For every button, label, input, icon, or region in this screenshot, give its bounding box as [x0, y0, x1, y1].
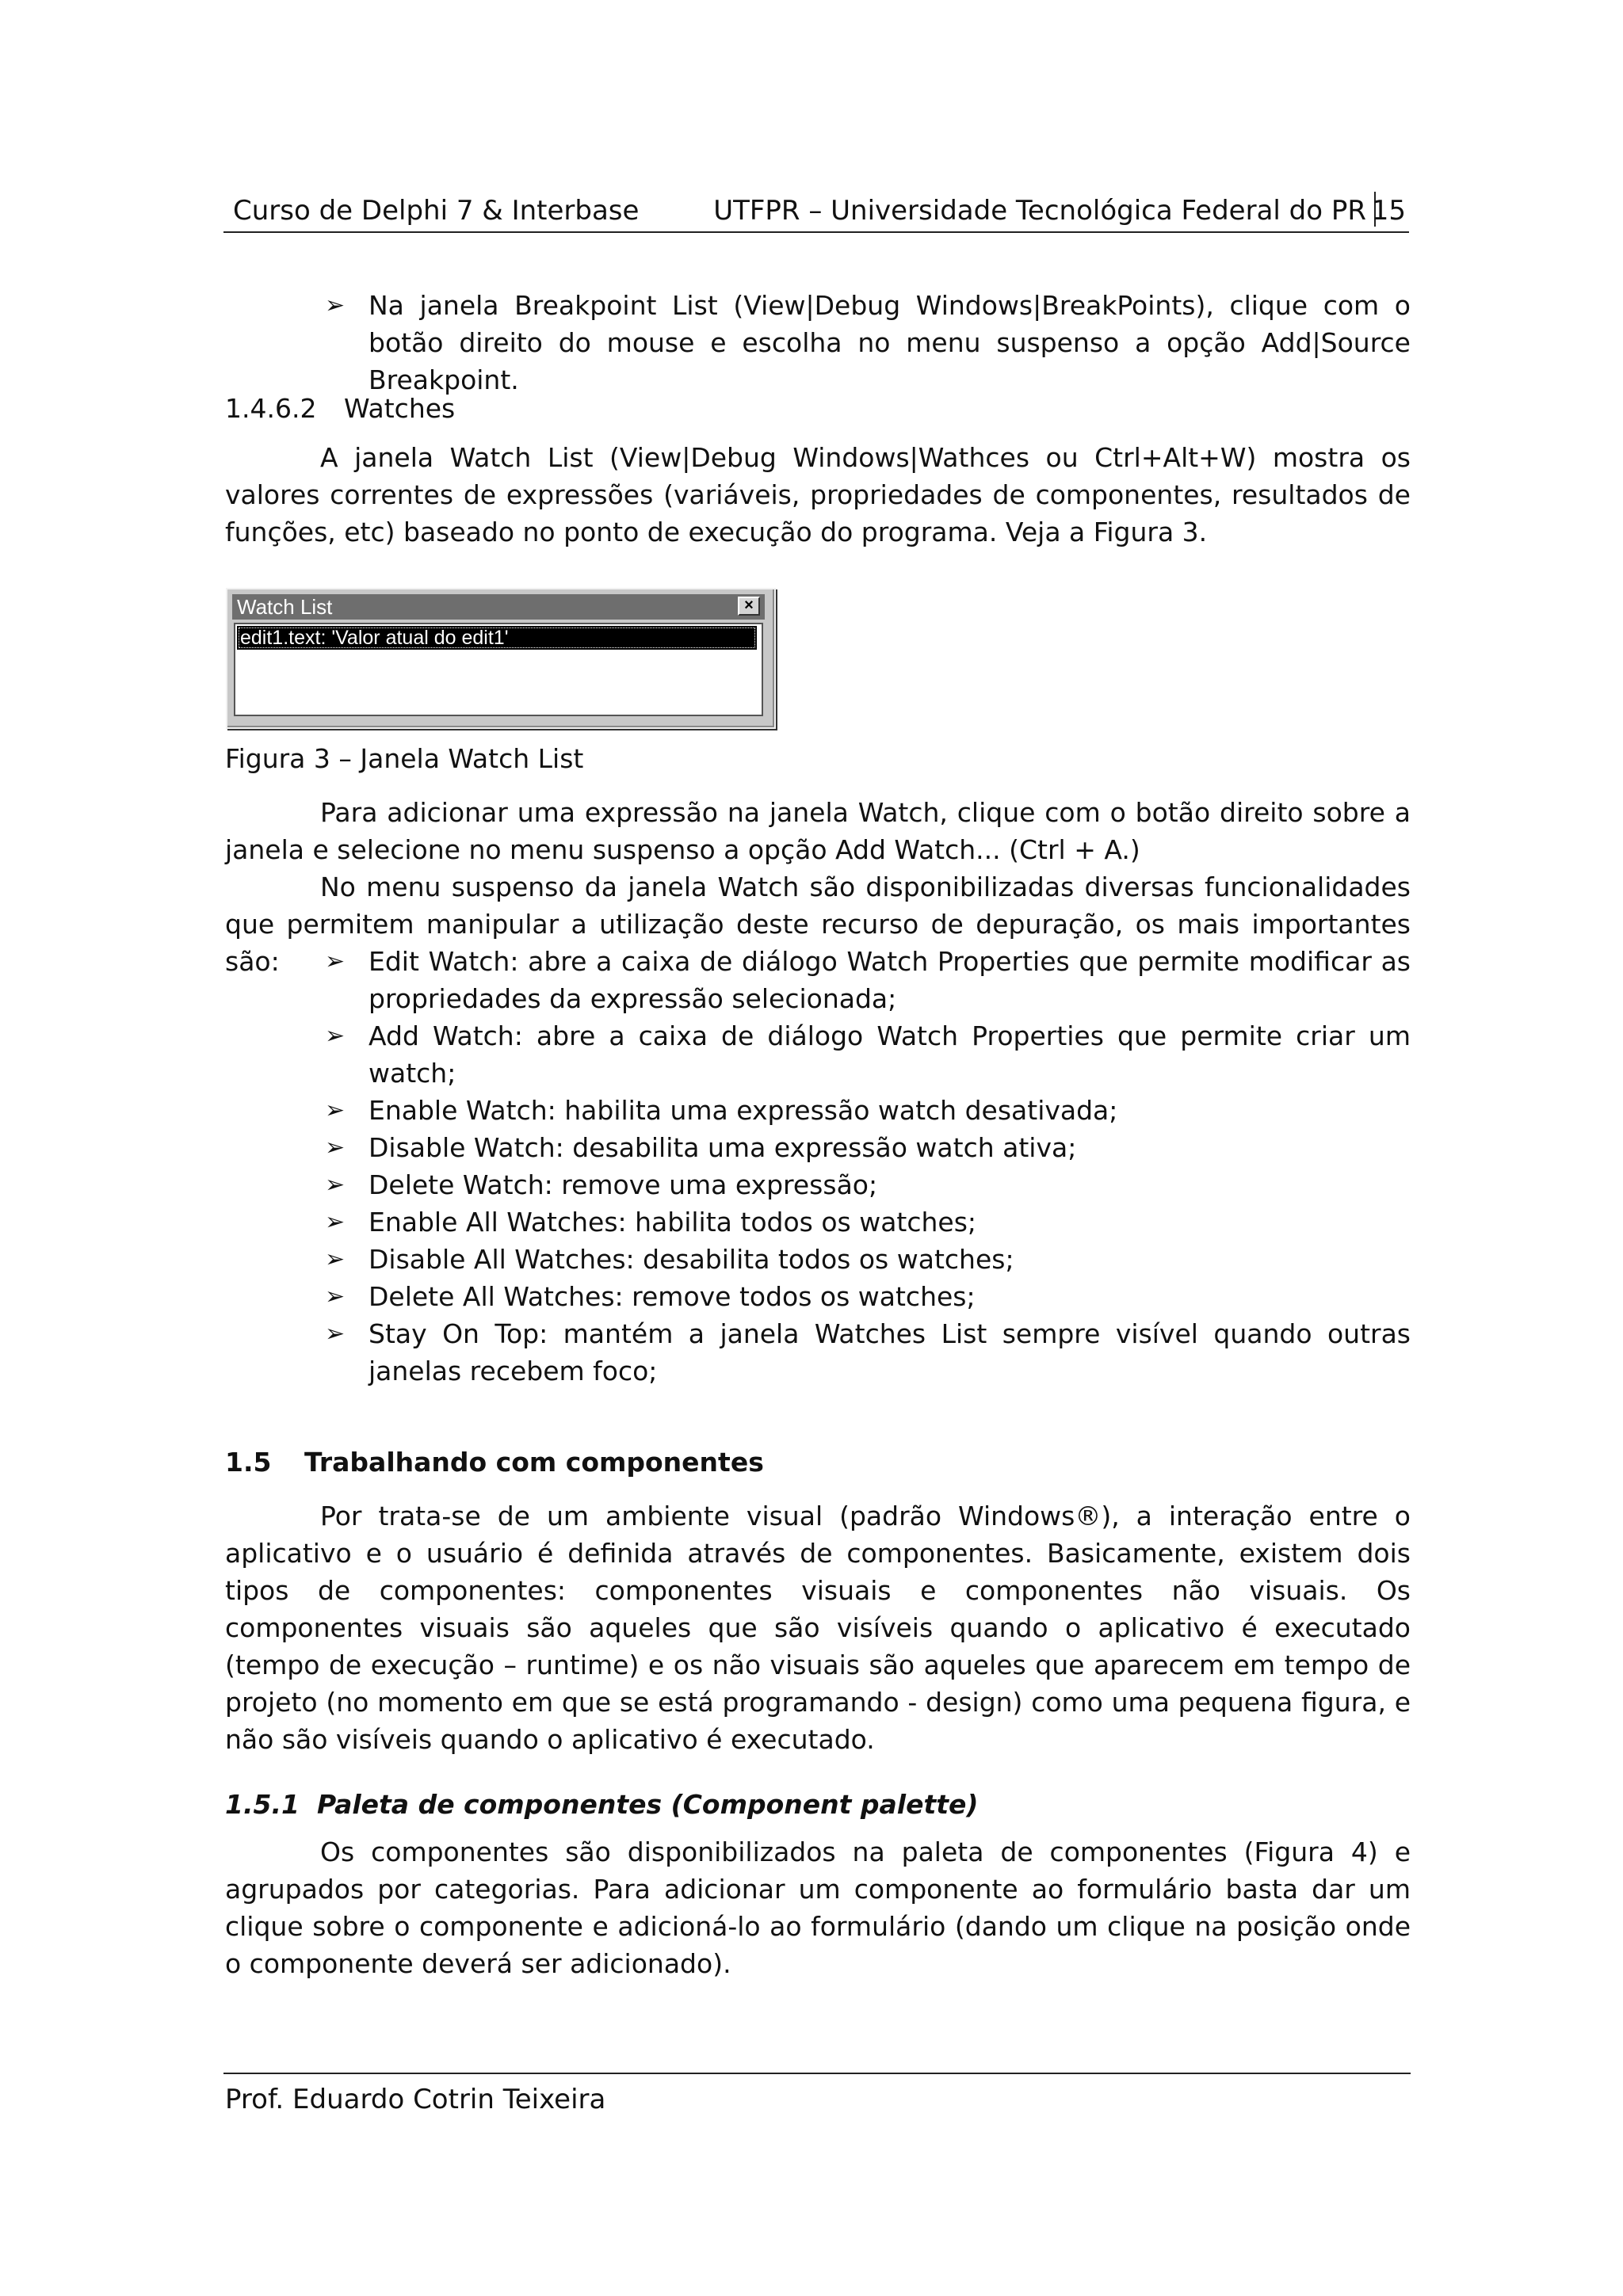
bullet-text: Add Watch: abre a caixa de diálogo Watch Properties que permite criar um watch;	[369, 1020, 1411, 1089]
list-item	[325, 1166, 1411, 1203]
list-item	[325, 1017, 1411, 1092]
list-item	[325, 1241, 1411, 1278]
bullet-text: Delete All Watches: remove todos os watches;	[369, 1281, 976, 1312]
components-paragraph: Por trata-se de um ambiente visual (padrão Windows®), a interação entre o aplicativo e o usuário é definida através de componentes. Basicamente, existem dois tipos de componentes: componentes visuais e componentes não visuais. Os componentes visuais são aqueles que são visíveis quando o aplicativo é executado (tempo de execução – runtime) e os não visuais são aqueles que aparecem em tempo de projeto (no momento em que se está programando - design) como uma pequena figura, e não são visíveis quando o aplicativo é executado.	[225, 1501, 1411, 1755]
bullet-text: Disable All Watches: desabilita todos os watches;	[369, 1244, 1014, 1275]
arrow-bullet-icon: ➢	[325, 1208, 346, 1236]
arrow-bullet-icon: ➢	[325, 948, 346, 975]
watches-paragraph: A janela Watch List (View|Debug Windows|Wathces ou Ctrl+Alt+W) mostra os valores correntes de expressões (variáveis, propriedades de componentes, resultados de funções, etc) baseado no ponto de execução do programa. Veja a Figura 3.	[225, 442, 1411, 547]
list-item	[325, 943, 1411, 1017]
arrow-bullet-icon: ➢	[325, 1245, 346, 1273]
arrow-bullet-icon: ➢	[325, 1283, 346, 1310]
bullet-text: Enable All Watches: habilita todos os watches;	[369, 1207, 977, 1238]
page-header	[223, 195, 1409, 233]
arrow-bullet-icon: ➢	[325, 1022, 346, 1050]
list-item	[325, 1203, 1411, 1241]
bullet-text: Edit Watch: abre a caixa de diálogo Watch Properties que permite modificar as propriedades da expressão selecionada;	[369, 946, 1411, 1014]
page-number: 15	[1371, 195, 1406, 227]
menu-paragraph: No menu suspenso da janela Watch são disponibilizadas diversas funcionalidades que permitem manipular a utilização deste recurso de depuração, os mais importantes são:	[225, 871, 1411, 977]
footer-author: Prof. Eduardo Cotrin Teixeira	[225, 2084, 606, 2115]
bullet-text: Disable Watch: desabilita uma expressão watch ativa;	[369, 1132, 1077, 1163]
section-title: Paleta de componentes (Component palette)	[317, 1789, 979, 1820]
arrow-bullet-icon: ➢	[325, 1320, 346, 1348]
palette-paragraph: Os componentes são disponibilizados na paleta de componentes (Figura 4) e agrupados por categorias. Para adicionar um componente ao formulário basta dar um clique sobre o componente e adicioná-lo ao formulário (dando um clique na posição onde o componente deverá ser adicionado).	[225, 1836, 1411, 1979]
watch-row[interactable]: edit1.text: 'Valor atual do edit1'	[237, 626, 757, 650]
breakpoint-bullet-list	[325, 287, 1411, 399]
section-title: Watches	[344, 393, 456, 424]
list-item	[325, 1092, 1411, 1129]
list-item	[325, 287, 1411, 399]
close-icon[interactable]: ×	[738, 597, 760, 616]
arrow-bullet-icon: ➢	[325, 1134, 346, 1161]
add-watch-paragraph: Para adicionar uma expressão na janela Watch, clique com o botão direito sobre a janela e selecione no menu suspenso a opção Add Watch... (Ctrl + A.)	[225, 797, 1411, 865]
section-heading-15	[225, 1447, 764, 1478]
bullet-text: Stay On Top: mantém a janela Watches List sempre visível quando outras janelas recebem foco;	[369, 1318, 1411, 1386]
bullet-text: Delete Watch: remove uma expressão;	[369, 1169, 878, 1200]
section-number: 1.5.1	[225, 1789, 300, 1820]
header-course-title: Curso de Delphi 7 & Interbase	[233, 195, 640, 227]
watch-list-body	[234, 623, 763, 716]
watch-menu-list	[325, 943, 1411, 1390]
list-item	[325, 1129, 1411, 1166]
arrow-bullet-icon: ➢	[325, 292, 346, 319]
bullet-text: Enable Watch: habilita uma expressão watch desativada;	[369, 1095, 1118, 1126]
figure-caption: Figura 3 – Janela Watch List	[225, 743, 584, 774]
window-title: Watch List	[237, 595, 333, 619]
bullet-text: Na janela Breakpoint List (View|Debug Windows|BreakPoints), clique com o botão direito do mouse e escolha no menu suspenso a opção Add|Source Breakpoint.	[369, 290, 1411, 395]
watch-list-window	[226, 588, 776, 729]
section-title: Trabalhando com componentes	[304, 1447, 764, 1478]
page-footer	[223, 2073, 1411, 2115]
section-number: 1.5	[225, 1447, 272, 1478]
list-item	[325, 1315, 1411, 1390]
arrow-bullet-icon: ➢	[325, 1097, 346, 1124]
window-titlebar	[232, 594, 765, 620]
section-heading-151	[225, 1789, 979, 1820]
list-item	[325, 1278, 1411, 1315]
section-heading-1462	[225, 393, 455, 424]
arrow-bullet-icon: ➢	[325, 1171, 346, 1199]
section-number: 1.4.6.2	[225, 393, 317, 424]
header-institution: UTFPR – Universidade Tecnológica Federal do PR	[713, 195, 1366, 227]
